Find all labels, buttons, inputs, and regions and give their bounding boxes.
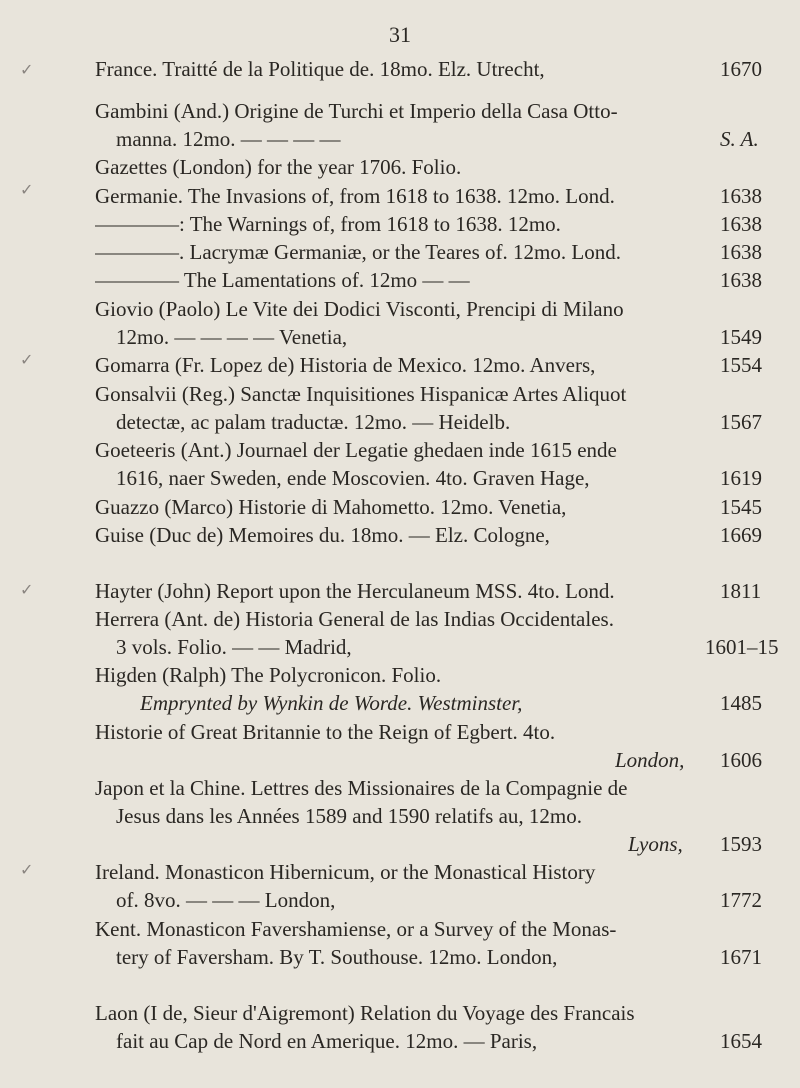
entry-gomarra-line-1: Gomarra (Fr. Lopez de) Historia de Mexico. 12mo. Anvers, — [95, 353, 596, 377]
entry-germanie-invasions-year: 1638 — [720, 184, 762, 208]
entry-gazettes-line-1: Gazettes (London) for the year 1706. Folio. — [95, 155, 462, 179]
entry-ireland-line-1: Ireland. Monasticon Hibernicum, or the Monastical History — [95, 860, 596, 884]
entry-germanie-lacrymae: ————. Lacrymæ Germaniæ, or the Teares of. 12mo. Lond. — [95, 240, 621, 264]
entry-historie-year: 1606 — [720, 748, 762, 772]
entry-ireland-line-2: of. 8vo. — — — London, — [116, 888, 336, 912]
entry-giovio-line-2: 12mo. — — — — Venetia, — [116, 325, 348, 349]
entry-germanie-lamentations: ———— The Lamentations of. 12mo — — — [95, 268, 470, 292]
entry-gambini-year: S. A. — [720, 127, 759, 151]
entry-hayter-line-1: Hayter (John) Report upon the Herculaneum MSS. 4to. Lond. — [95, 579, 615, 603]
entry-france-line-1: France. Traitté de la Politique de. 18mo. Elz. Utrecht, — [95, 57, 545, 81]
entry-kent-year: 1671 — [720, 945, 762, 969]
page-number: 31 — [389, 22, 411, 47]
entry-gonsalvii-year: 1567 — [720, 410, 762, 434]
entry-germanie-invasions: Germanie. The Invasions of, from 1618 to 1638. 12mo. Lond. — [95, 184, 615, 208]
entry-guise-year: 1669 — [720, 523, 762, 547]
entry-goeteeris-line-1: Goeteeris (Ant.) Journael der Legatie ghedaen inde 1615 ende — [95, 438, 617, 462]
entry-japon-line-2: Jesus dans les Années 1589 and 1590 relatifs au, 12mo. — [116, 804, 583, 828]
entry-giovio-year: 1549 — [720, 325, 762, 349]
pencil-tick-mark: ✓ — [20, 62, 34, 79]
entry-germanie-warnings-year: 1638 — [720, 212, 762, 236]
entry-germanie-lamentations-year: 1638 — [720, 268, 762, 292]
entry-japon-line-1: Japon et la Chine. Lettres des Missionaires de la Compagnie de — [95, 776, 628, 800]
entry-guazzo-year: 1545 — [720, 495, 762, 519]
entry-herrera-line-2: 3 vols. Folio. — — Madrid, — [116, 635, 352, 659]
entry-germanie-warnings: ————: The Warnings of, from 1618 to 1638. 12mo. — [95, 212, 561, 236]
pencil-tick-mark: ✓ — [20, 352, 34, 369]
entry-gambini-line-1: Gambini (And.) Origine de Turchi et Imperio della Casa Otto- — [95, 99, 618, 123]
entry-historie-line-2: London, — [615, 748, 685, 772]
entry-herrera-year: 1601–15 — [705, 635, 779, 659]
entry-higden-line-2: Emprynted by Wynkin de Worde. Westminster, — [140, 691, 523, 715]
entry-japon-year: 1593 — [720, 832, 762, 856]
entry-kent-line-2: tery of Faversham. By T. Southouse. 12mo. London, — [116, 945, 558, 969]
entry-kent-line-1: Kent. Monasticon Favershamiense, or a Survey of the Monas- — [95, 917, 617, 941]
entry-guazzo-line-1: Guazzo (Marco) Historie di Mahometto. 12mo. Venetia, — [95, 495, 567, 519]
pencil-tick-mark: ✓ — [20, 862, 34, 879]
entry-laon-year: 1654 — [720, 1029, 762, 1053]
entry-france-year: 1670 — [720, 57, 762, 81]
entry-ireland-year: 1772 — [720, 888, 762, 912]
entry-gomarra-year: 1554 — [720, 353, 762, 377]
entry-japon-line-3: Lyons, — [628, 832, 683, 856]
entry-higden-year: 1485 — [720, 691, 762, 715]
pencil-tick-mark: ✓ — [20, 182, 34, 199]
pencil-tick-mark: ✓ — [20, 582, 34, 599]
entry-laon-line-2: fait au Cap de Nord en Amerique. 12mo. — Paris, — [116, 1029, 538, 1053]
entry-hayter-year: 1811 — [720, 579, 762, 603]
entry-laon-line-1: Laon (I de, Sieur d'Aigremont) Relation du Voyage des Francais — [95, 1001, 635, 1025]
entry-goeteeris-year: 1619 — [720, 466, 762, 490]
entry-germanie-lacrymae-year: 1638 — [720, 240, 762, 264]
entry-guise-line-1: Guise (Duc de) Memoires du. 18mo. — Elz. Cologne, — [95, 523, 550, 547]
entry-gonsalvii-line-2: detectæ, ac palam traductæ. 12mo. — Heidelb. — [116, 410, 511, 434]
entry-gambini-line-2: manna. 12mo. — — — — — [116, 127, 341, 151]
entry-historie-line-1: Historie of Great Britannie to the Reign of Egbert. 4to. — [95, 720, 556, 744]
entry-herrera-line-1: Herrera (Ant. de) Historia General de las Indias Occidentales. — [95, 607, 614, 631]
entry-giovio-line-1: Giovio (Paolo) Le Vite dei Dodici Visconti, Prencipi di Milano — [95, 297, 624, 321]
entry-goeteeris-line-2: 1616, naer Sweden, ende Moscovien. 4to. Graven Hage, — [116, 466, 590, 490]
entry-gonsalvii-line-1: Gonsalvii (Reg.) Sanctæ Inquisitiones Hispanicæ Artes Aliquot — [95, 382, 627, 406]
entry-higden-line-1: Higden (Ralph) The Polycronicon. Folio. — [95, 663, 442, 687]
